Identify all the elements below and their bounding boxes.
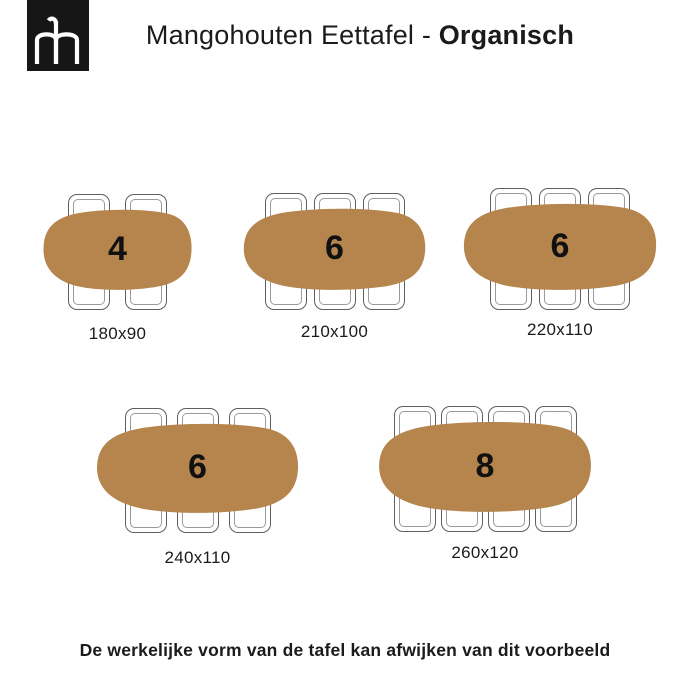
page-title-bold: Organisch bbox=[438, 20, 575, 50]
seat-count-label: 6 bbox=[550, 226, 570, 265]
page-title bbox=[30, 20, 690, 51]
table-dimensions-label: 260x120 bbox=[451, 543, 519, 562]
table-option bbox=[40, 404, 355, 635]
seat-count-label: 6 bbox=[325, 229, 344, 267]
table-option bbox=[407, 184, 690, 412]
table-option bbox=[322, 402, 648, 634]
table-dimensions-label: 220x110 bbox=[526, 320, 594, 339]
table-dimensions-label: 210x100 bbox=[300, 322, 369, 341]
table-dimensions-label: 240x110 bbox=[164, 548, 231, 567]
seat-count-label: 8 bbox=[475, 446, 495, 485]
seat-count-label: 6 bbox=[188, 448, 207, 486]
seat-count-label: 4 bbox=[108, 229, 127, 268]
page-title-regular: Mangohouten Eettafel - bbox=[145, 20, 439, 50]
disclaimer-text: De werkelijke vorm van de tafel kan afwijken van dit voorbeeld bbox=[79, 640, 611, 660]
table-dimensions-label: 180x90 bbox=[88, 324, 147, 343]
